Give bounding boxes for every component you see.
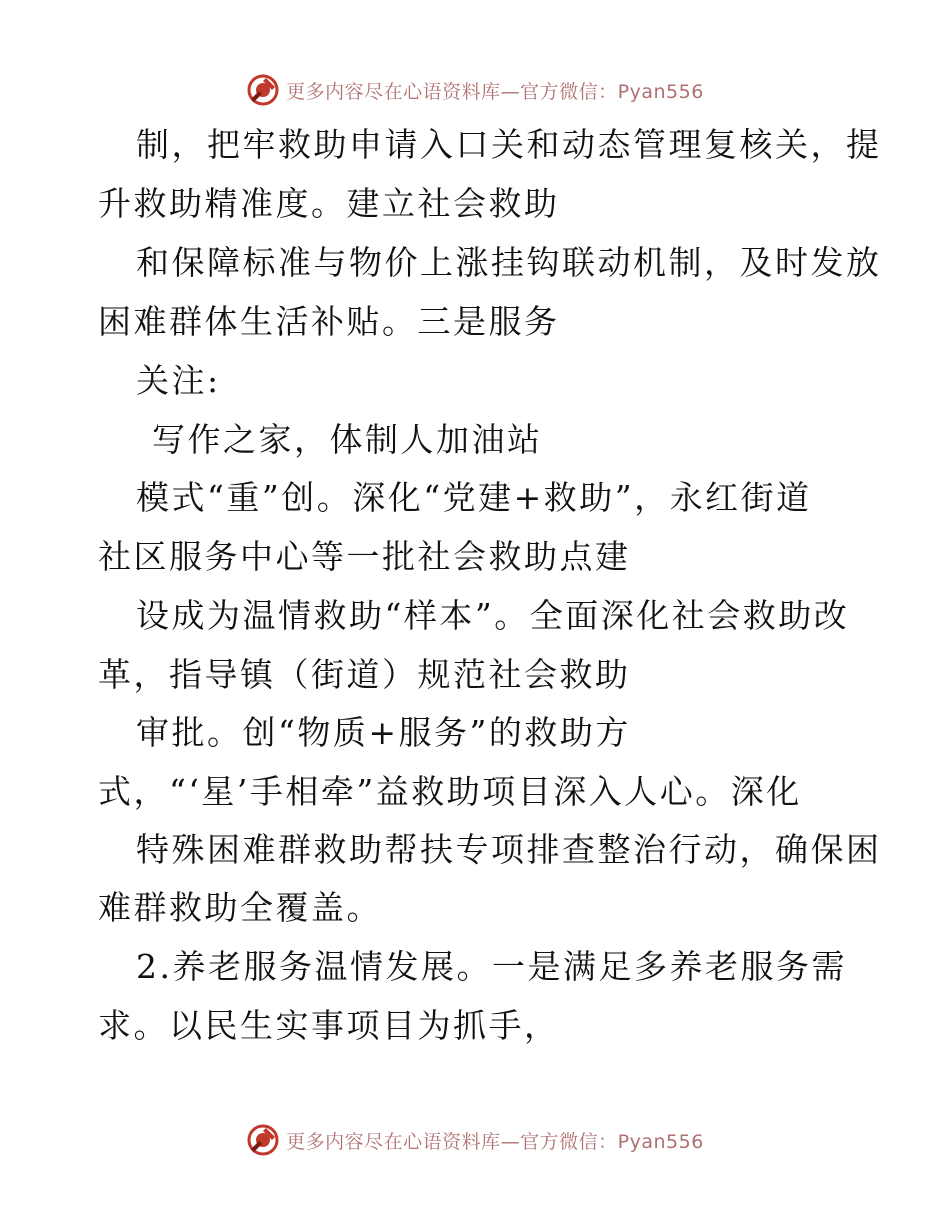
- body-line: 困难群体生活补贴。三是服务: [98, 302, 560, 341]
- body-line: 革，指导镇（街道）规范社会救助: [98, 655, 631, 694]
- footer-banner-text: 更多内容尽在心语资料库—官方微信：Pyan556: [286, 1130, 704, 1153]
- body-line: 模式“重”创。深化“党建+救助”，永红街道: [136, 478, 812, 517]
- body-line: 升救助精准度。建立社会救助: [98, 184, 560, 223]
- body-line: 审批。创“物质+服务”的救助方: [136, 713, 631, 752]
- body-line: 设成为温情救助“样本”。全面深化社会救助改: [136, 596, 850, 635]
- body-line: 特殊困难群救助帮扶专项排查整治行动，确保困: [136, 830, 882, 869]
- header-banner-text: 更多内容尽在心语资料库—官方微信：Pyan556: [286, 80, 704, 103]
- body-line: 制，把牢救助申请入口关和动态管理复核关，提: [136, 125, 882, 164]
- body-line: 社区服务中心等一批社会救助点建: [98, 537, 631, 576]
- body-line: 式，“‘星’手相牵”益救助项目深入人心。深化: [98, 772, 802, 811]
- body-line: 关注:: [136, 361, 221, 400]
- body-line: 2.养老服务温情发展。一是满足多养老服务需: [136, 947, 847, 986]
- logo-icon: [246, 1123, 280, 1157]
- body-line: 和保障标准与物价上涨挂钩联动机制，及时发放: [136, 243, 882, 282]
- body-line: 求。以民生实事项目为抓手，: [98, 1006, 560, 1045]
- body-line: 写作之家，体制人加油站: [152, 420, 543, 459]
- footer-banner: [0, 1120, 950, 1160]
- body-line: 难群救助全覆盖。: [98, 888, 382, 927]
